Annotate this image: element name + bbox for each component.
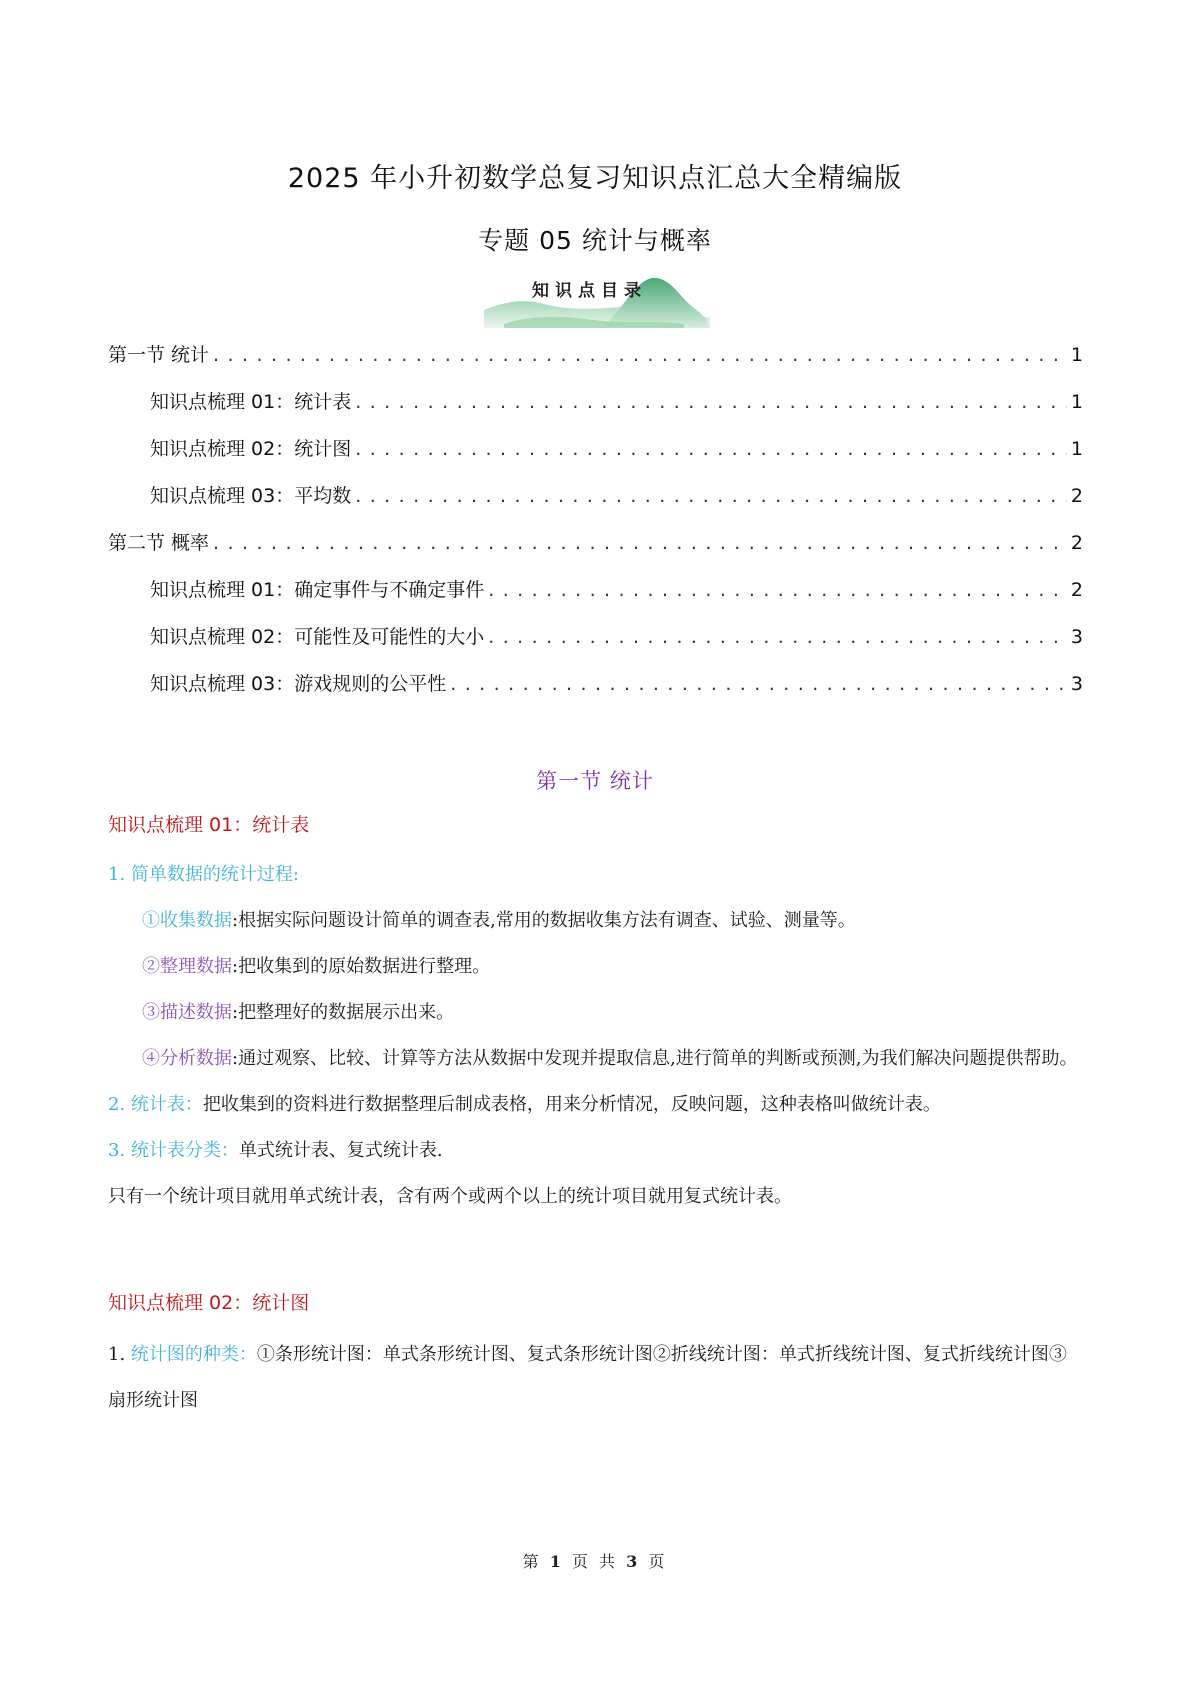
toc-entry-page: 1 bbox=[1070, 438, 1083, 460]
toc-entry-label: 知识点梳理 03：平均数 bbox=[150, 485, 352, 507]
toc-entry[interactable] bbox=[108, 622, 1083, 669]
toc-entry[interactable] bbox=[108, 387, 1083, 434]
toc-entry-label: 知识点梳理 03：游戏规则的公平性 bbox=[150, 673, 447, 695]
current-page-number: 1 bbox=[549, 1552, 564, 1571]
step-text: :通过观察、比较、计算等方法从数据中发现并提取信息,进行简单的判断或预测,为我们解决问题提供帮助。 bbox=[232, 1048, 1078, 1069]
toc-dot-leader bbox=[450, 673, 1067, 695]
item-label: 3. 统计表分类： bbox=[108, 1140, 239, 1161]
list-item bbox=[108, 1128, 1083, 1174]
step-label: ②整理数据 bbox=[142, 956, 232, 977]
toc-dot-leader bbox=[355, 391, 1067, 413]
footer-suffix: 页 bbox=[648, 1552, 668, 1571]
item-text: 单式统计表、复式统计表. bbox=[238, 1140, 443, 1161]
toc-dot-leader bbox=[488, 626, 1067, 648]
section-heading: 第一节 统计 bbox=[536, 769, 654, 793]
toc-entry[interactable] bbox=[108, 434, 1083, 481]
step-text: :把整理好的数据展示出来。 bbox=[232, 1002, 455, 1023]
toc-entry-label: 知识点梳理 01：确定事件与不确定事件 bbox=[150, 579, 485, 601]
step-label: ①收集数据 bbox=[142, 910, 232, 931]
item-text: ①条形统计图：单式条形统计图、复式条形统计图②折线统计图：单式折线统计图、复式折线统计图③扇形统计图 bbox=[108, 1344, 1067, 1411]
toc-entry-page: 3 bbox=[1070, 626, 1083, 648]
toc-entry[interactable] bbox=[108, 669, 1083, 716]
step-label: ④分析数据 bbox=[142, 1048, 232, 1069]
toc-dot-leader bbox=[355, 485, 1067, 507]
toc-dot-leader bbox=[213, 532, 1067, 554]
list-item bbox=[108, 898, 1083, 944]
list-item-title: 1. 简单数据的统计过程: bbox=[108, 864, 299, 885]
document-title: 2025 年小升初数学总复习知识点汇总大全精编版 bbox=[287, 163, 903, 194]
note-paragraph: 只有一个统计项目就用单式统计表，含有两个或两个以上的统计项目就用复式统计表。 bbox=[108, 1186, 792, 1207]
toc-banner bbox=[484, 268, 710, 328]
toc-entry-page: 2 bbox=[1070, 532, 1083, 554]
toc-entry-label: 知识点梳理 02：统计图 bbox=[150, 438, 352, 460]
footer-prefix: 第 bbox=[522, 1552, 542, 1571]
toc-entry[interactable] bbox=[108, 575, 1083, 622]
statistics-chart-content bbox=[108, 1332, 1083, 1424]
total-page-number: 3 bbox=[626, 1552, 641, 1571]
list-item bbox=[108, 1082, 1083, 1128]
toc-entry-label: 第二节 概率 bbox=[108, 532, 210, 554]
item-label: 2. 统计表： bbox=[108, 1094, 203, 1115]
toc-entry-page: 2 bbox=[1070, 485, 1083, 507]
knowledge-point-heading: 知识点梳理 02：统计图 bbox=[108, 1292, 310, 1314]
list-item bbox=[108, 944, 1083, 990]
list-item bbox=[108, 990, 1083, 1036]
toc-entry[interactable] bbox=[108, 528, 1083, 575]
toc-entry[interactable] bbox=[108, 340, 1083, 387]
toc-entry-page: 1 bbox=[1070, 391, 1083, 413]
toc-dot-leader bbox=[355, 438, 1067, 460]
toc-dot-leader bbox=[213, 344, 1067, 366]
step-text: :根据实际问题设计简单的调查表,常用的数据收集方法有调查、试验、测量等。 bbox=[232, 910, 856, 931]
table-of-contents bbox=[108, 340, 1083, 716]
toc-entry-label: 知识点梳理 02：可能性及可能性的大小 bbox=[150, 626, 485, 648]
toc-entry[interactable] bbox=[108, 481, 1083, 528]
toc-entry-page: 1 bbox=[1070, 344, 1083, 366]
knowledge-point-heading: 知识点梳理 01：统计表 bbox=[108, 814, 310, 836]
list-item bbox=[108, 1036, 1083, 1082]
toc-banner-title: 知识点目录 bbox=[532, 281, 647, 301]
item-number: 1. bbox=[108, 1344, 131, 1365]
toc-dot-leader bbox=[488, 579, 1067, 601]
step-label: ③描述数据 bbox=[142, 1002, 232, 1023]
statistics-table-content bbox=[108, 852, 1083, 1220]
item-text: 把收集到的资料进行数据整理后制成表格，用来分析情况，反映问题，这种表格叫做统计表。 bbox=[202, 1094, 941, 1115]
page-footer bbox=[0, 1549, 1190, 1572]
footer-middle: 页 共 bbox=[571, 1552, 619, 1571]
toc-entry-page: 3 bbox=[1070, 673, 1083, 695]
toc-entry-page: 2 bbox=[1070, 579, 1083, 601]
document-subtitle: 专题 05 统计与概率 bbox=[478, 226, 712, 255]
step-text: :把收集到的原始数据进行整理。 bbox=[232, 956, 491, 977]
item-label: 统计图的种类： bbox=[130, 1344, 257, 1365]
toc-entry-label: 第一节 统计 bbox=[108, 344, 210, 366]
toc-entry-label: 知识点梳理 01：统计表 bbox=[150, 391, 352, 413]
